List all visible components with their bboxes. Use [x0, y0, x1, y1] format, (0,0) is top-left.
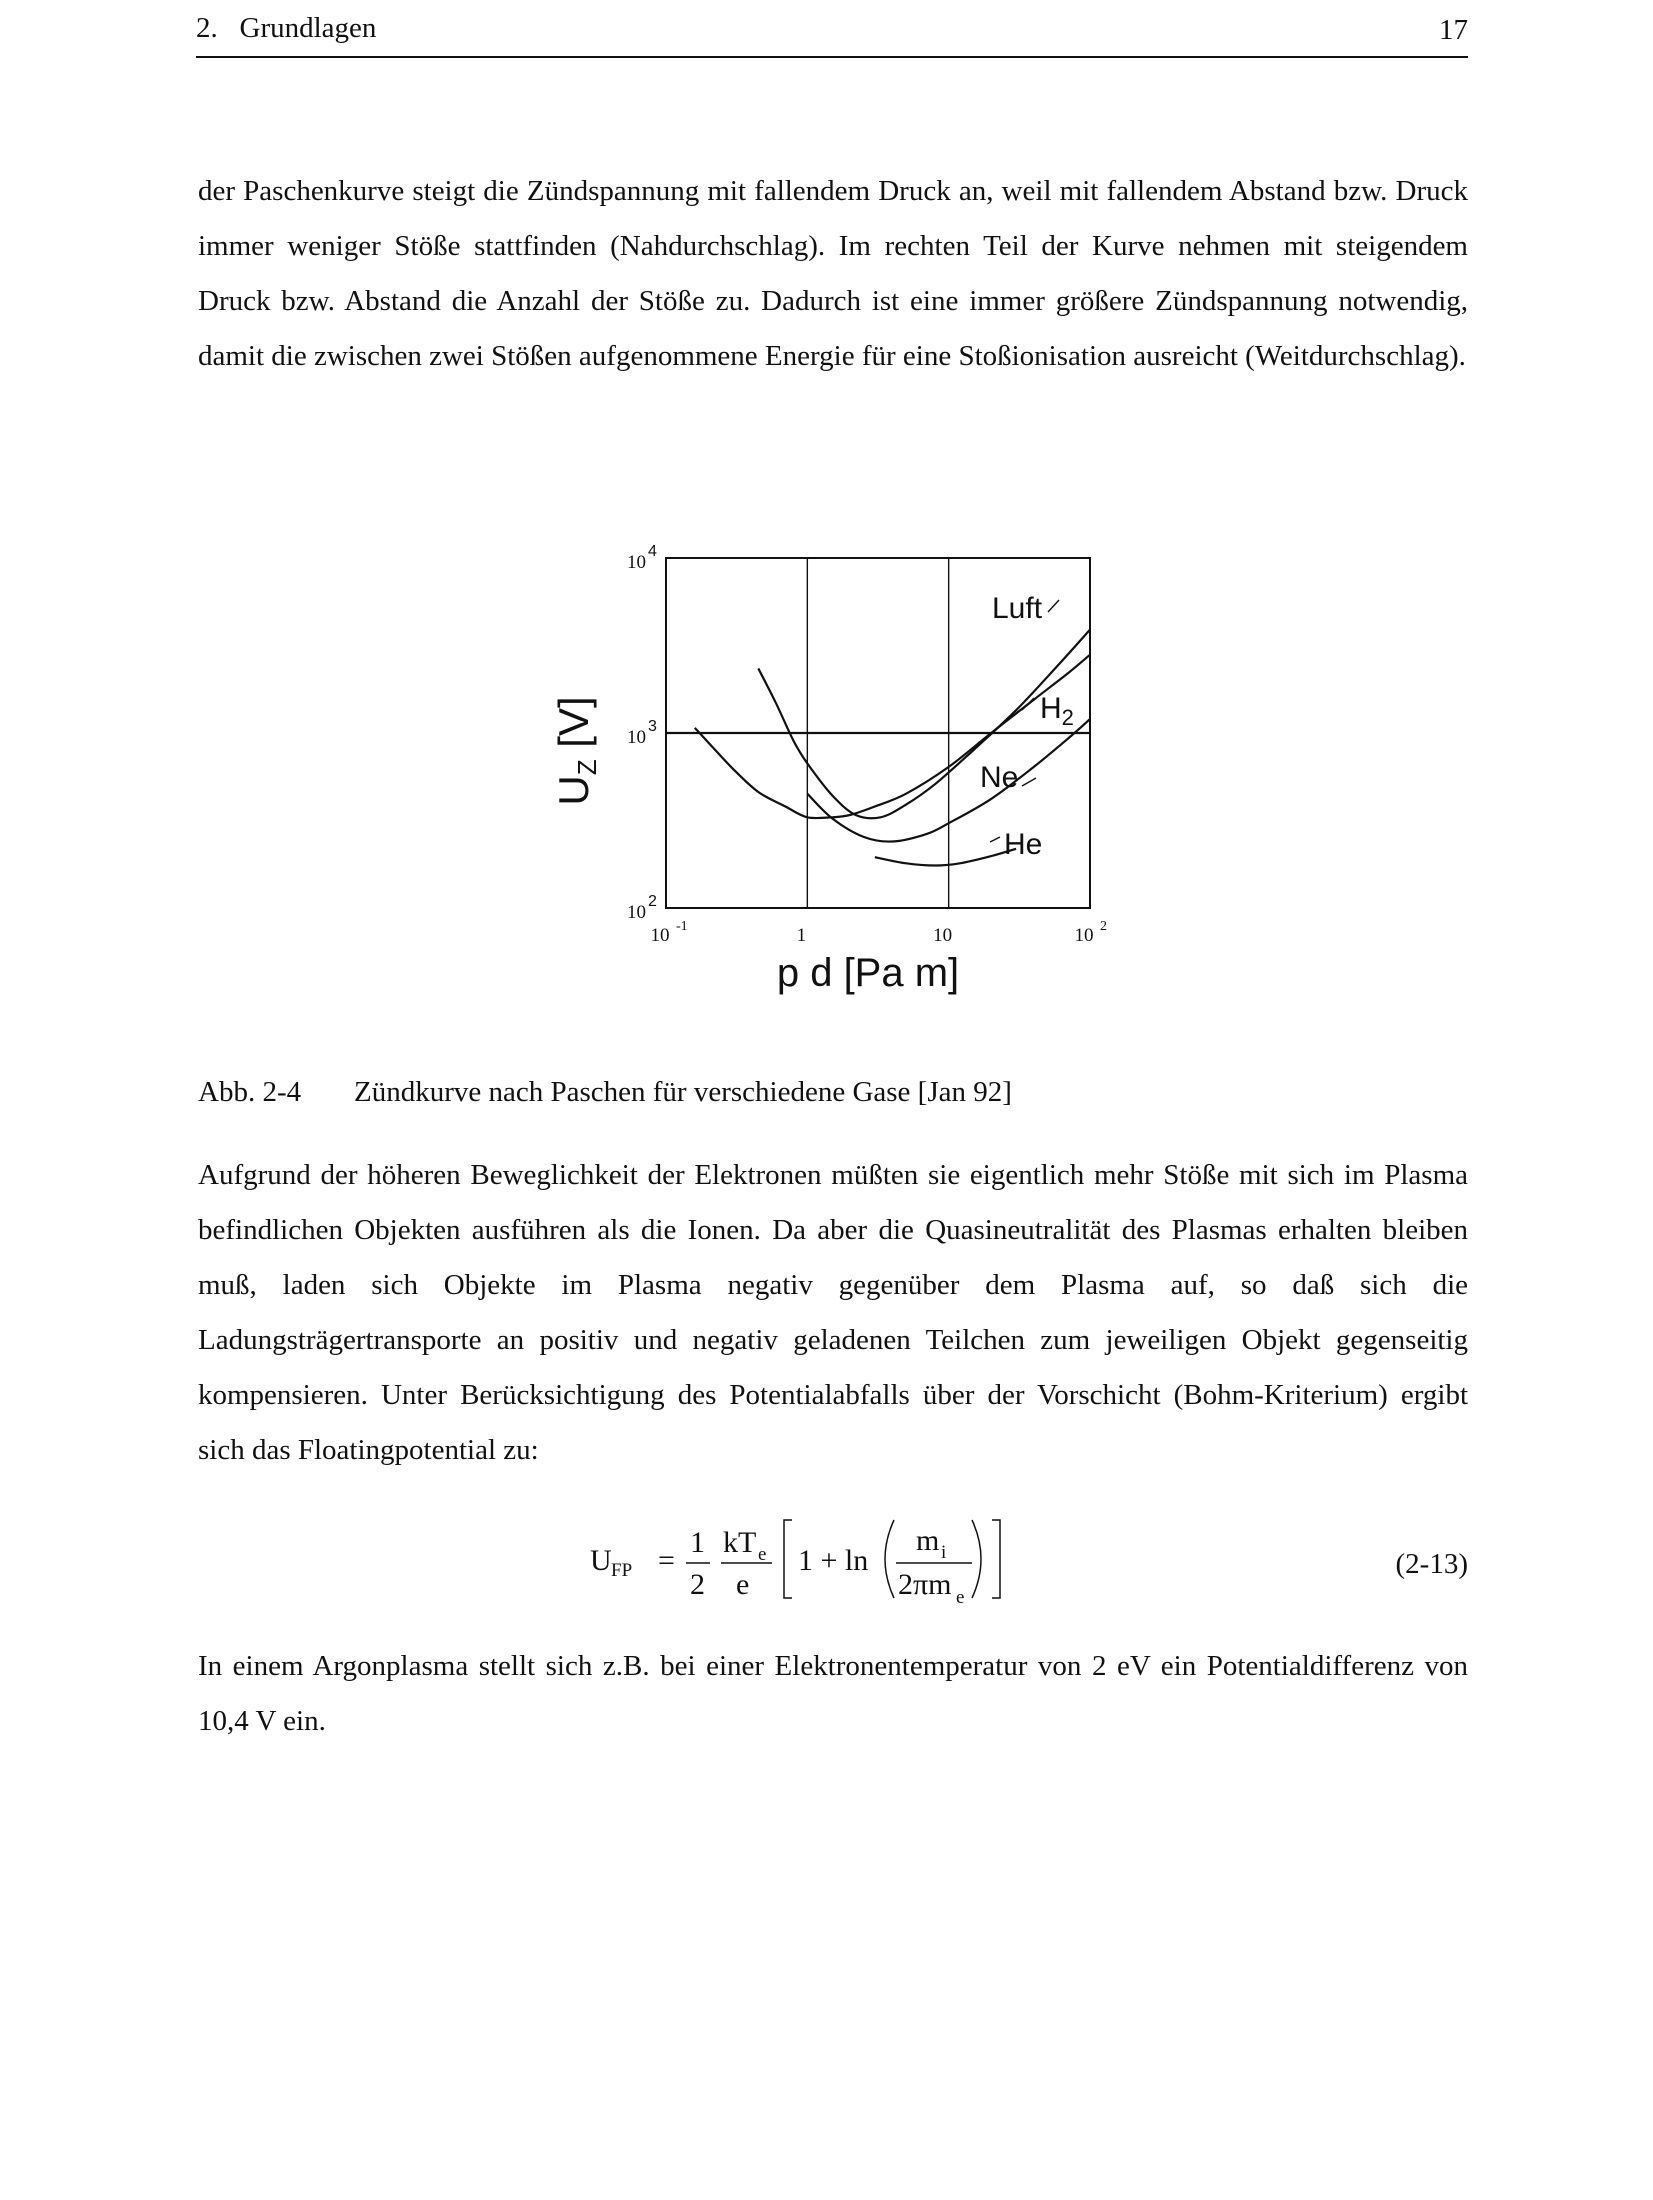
running-header: [196, 12, 1468, 58]
eq-right-bracket: [992, 1520, 1000, 1598]
equation-number: (2-13): [1395, 1548, 1468, 1580]
series-label-h-subscript: 2: [1061, 705, 1074, 730]
figure-label: Abb. 2-4: [198, 1076, 302, 1108]
x-tick-exponent: -1: [676, 919, 688, 934]
x-tick-label: 1: [796, 925, 807, 946]
y-tick-label: 10: [627, 552, 646, 573]
series-label-leader: [1048, 600, 1059, 612]
eq-left-bracket: [784, 1520, 792, 1598]
eq-frac3-den: 2πm: [898, 1568, 952, 1601]
eq-one-plus-ln: 1 + ln: [798, 1544, 869, 1577]
series-label-leader: [1022, 778, 1036, 786]
paragraph-floating: Aufgrund der höheren Beweglichkeit der Elektronen müßten sie eigentlich mehr Stöße mit sich im Plasma befindlichen Objekten ausführen als die Ionen. Da aber die Quasineutralität des Plasmas erhalten bleiben muß, laden sich Objekte im Plasma negativ gegenüber dem Plasma auf, so daß sich die Ladungsträgertransporte an positiv und negativ geladenen Teilchen zum jeweiligen Objekt gegenseitig kompensieren. Unter Berücksichtigung des Potentialabfalls über der Vorschicht (Bohm-Kriterium) ergibt sich das Floatingpotential zu:: [198, 1159, 1468, 1466]
eq-frac3-num-sub: i: [941, 1542, 947, 1563]
paragraph-paschen: der Paschenkurve steigt die Zündspannung mit fallendem Druck an, weil mit fallendem Abstand bzw. Druck immer weniger Stöße stattfinden (Nahdurchschlag). Im rechten Teil der Kurve nehmen mit steigendem Druck bzw. Abstand die Anzahl der Stöße zu. Dadurch ist eine immer größere Zündspannung notwendig, damit die zwischen zwei Stößen aufgenommene Energie für eine Stoßionisation ausreicht (Weitdurchschlag).: [198, 175, 1468, 372]
y-tick-label: 10: [627, 727, 646, 748]
y-tick-exponent: 2: [648, 893, 657, 910]
x-tick-label: 10: [1074, 925, 1094, 946]
eq-frac3-num: m: [916, 1524, 940, 1557]
series-line-h2: [695, 655, 1090, 818]
y-tick-label: 10: [627, 902, 646, 923]
eq-left-paren: [885, 1520, 894, 1598]
series-label-he: He: [1004, 828, 1043, 861]
eq-lhs: U: [590, 1544, 612, 1577]
caption-text: Zündkurve nach Paschen für verschiedene Gase [Jan 92]: [354, 1076, 1012, 1108]
y-axis-unit: [V]: [550, 696, 597, 760]
eq-frac3-den-sub: e: [956, 1587, 965, 1608]
page-number: 17: [1439, 14, 1468, 46]
x-tick-exponent: 2: [1100, 919, 1107, 934]
y-axis-symbol: U: [550, 775, 597, 806]
eq-frac1-num: 1: [690, 1526, 705, 1559]
x-tick-label: 10: [650, 925, 670, 946]
x-axis-label: p d [Pa m]: [776, 951, 960, 995]
y-axis-subscript: Z: [572, 759, 602, 776]
series-label-ne: Ne: [980, 761, 1019, 794]
series-label-luft: Luft: [992, 592, 1043, 625]
series-label-h2: [1040, 692, 1074, 730]
eq-frac2-num: kT: [723, 1526, 757, 1559]
y-tick-exponent: 3: [648, 718, 657, 735]
section-title: 2. Grundlagen: [196, 12, 377, 44]
equation-2-13: [580, 1510, 1468, 1610]
y-tick-exponent: 4: [648, 543, 657, 560]
series-line-he: [875, 849, 1016, 866]
eq-right-paren: [972, 1520, 981, 1598]
series-label-leader: [990, 837, 1000, 842]
y-axis-label: [550, 696, 602, 805]
x-tick-label: 10: [933, 925, 953, 946]
paschen-chart: [540, 530, 1140, 1030]
paragraph-argon: In einem Argonplasma stellt sich z.B. bei einer Elektronentemperatur von 2 eV ein Potentialdifferenz von 10,4 V ein.: [198, 1650, 1468, 1737]
eq-frac2-den: e: [736, 1568, 750, 1601]
eq-frac1-den: 2: [690, 1568, 705, 1601]
equation-formula: [580, 1510, 1040, 1610]
eq-equals: =: [658, 1544, 675, 1577]
eq-frac2-num-sub: e: [758, 1544, 767, 1565]
series-label-h: H: [1040, 692, 1062, 725]
series-label-leader: [1022, 698, 1034, 710]
eq-lhs-sub: FP: [611, 1560, 633, 1581]
figure-caption: [198, 1076, 1012, 1109]
figure-paschen-curve: [540, 530, 1140, 1035]
